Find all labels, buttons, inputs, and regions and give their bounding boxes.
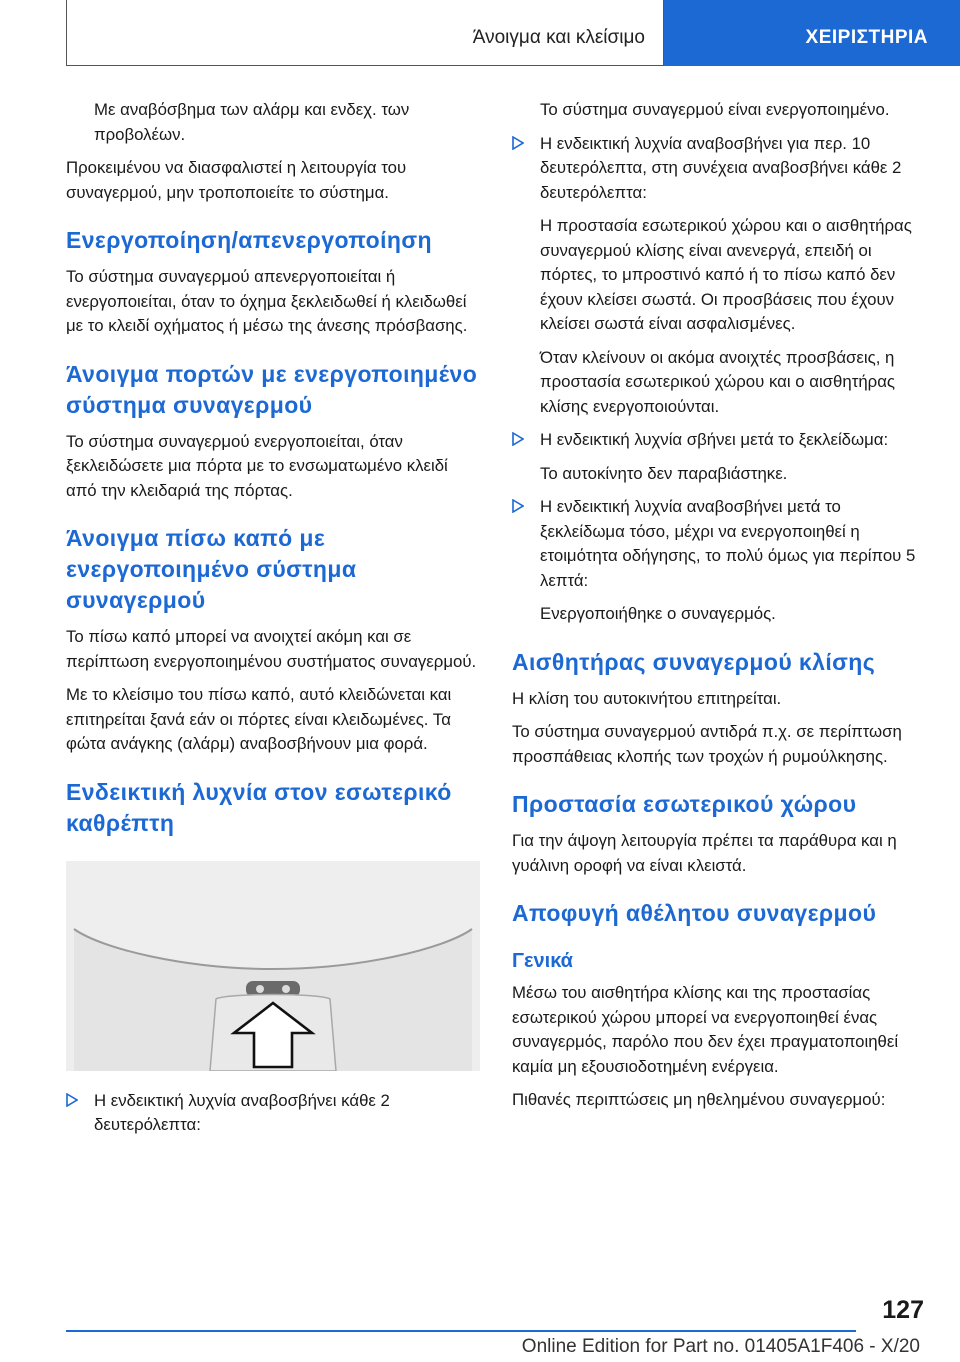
triggered-paragraph: Ενεργοποιήθηκε ο συναγερμός.	[540, 604, 776, 623]
bullet-after-unlock-text: Η ενδεικτική λυχνία αναβοσβήνει μετά το ξεκλείδωμα τόσο, μέχρι να ενεργοποιηθεί η ετοιμότητα οδήγησης, το πολύ όμως για περίπου 5 λεπτά:	[540, 497, 916, 590]
heading-avoid: Αποφυγή αθέλητου συναγερμού	[512, 900, 877, 926]
trunk-paragraph-2: Με το κλείσιμο του πίσω καπό, αυτό κλειδώνεται και επιτηρείται ξανά εάν οι πόρτες είναι κλειδωμένες. Τα φώτα ανάγκης (αλάρμ) αναβοσβήνουν μια φορά.	[66, 685, 452, 753]
left-column	[66, 98, 480, 1147]
section-label: ΧΕΙΡΙΣΤΗΡΙΑ	[805, 27, 928, 48]
footer-edition: Online Edition for Part no. 01405A1F406 - X/20	[521, 1336, 920, 1357]
page-header	[66, 0, 960, 66]
heading-tilt: Αισθητήρας συναγερμού κλίσης	[512, 648, 876, 675]
bullet-off	[512, 428, 926, 453]
section-tab	[664, 0, 960, 66]
chapter-title: Άνοιγμα και κλείσιμο	[472, 27, 645, 48]
interior-paragraph: Για την άψογη λειτουργία πρέπει τα παράθυρα και η γυάλινη οροφή να είναι κλειστά.	[512, 831, 897, 875]
bullet-off-text: Η ενδεικτική λυχνία σβήνει μετά το ξεκλείδωμα:	[540, 430, 889, 449]
bullet-blink-10s-text: Η ενδεικτική λυχνία αναβοσβήνει για περ. 10 δευτερόλεπτα, στη συνέχεια αναβοσβήνει κάθε 2 δευτερόλεπτα:	[540, 133, 902, 202]
bullet-blink-2s	[66, 1089, 480, 1138]
triangle-right-outline-icon	[66, 1093, 78, 1107]
heading-indicator: Ενδεικτική λυχνία στον εσωτερικό καθρέπτη	[66, 778, 452, 836]
mirror-drawing	[66, 861, 480, 1071]
trunk-paragraph-1: Το πίσω καπό μπορεί να ανοιχτεί ακόμη και σε περίπτωση ενεργοποιημένου συστήματος συναγερμού.	[66, 627, 477, 671]
bullet-after-unlock	[512, 495, 926, 593]
triangle-right-outline-icon	[512, 499, 524, 513]
footer-rule	[66, 1330, 856, 1332]
heading-activation: Ενεργοποίηση/απενεργοποίηση	[66, 227, 432, 253]
heading-doors: Άνοιγμα πορτών με ενεργοποιημένο σύστημα συναγερμού	[66, 360, 478, 418]
doors-paragraph: Το σύστημα συναγερμού ενεργοποιείται, όταν ξεκλειδώσετε μια πόρτα με το ενσωματωμένο κλειδί από την κλειδαριά της πόρτας.	[66, 431, 448, 500]
tilt-paragraph-1: Η κλίση του αυτοκινήτου επιτηρείται.	[512, 688, 782, 708]
bullet-blink-2s-text: Η ενδεικτική λυχνία αναβοσβήνει κάθε 2 δευτερόλεπτα:	[94, 1090, 390, 1134]
interior-on-paragraph: Όταν κλείνουν οι ακόμα ανοιχτές προσβάσεις, η προστασία εσωτερικού χώρου και ο αισθητήρας κλίσης ενεργοποιούνται.	[540, 347, 896, 416]
interior-off-paragraph: Η προστασία εσωτερικού χώρου και ο αισθητήρας συναγερμού κλίσης είναι ανενεργά, επειδή οι πόρτες, το μπροστινό καπό ή το πίσω καπό δεν έχουν κλείσει σωστά. Οι προσβάσεις που έχουν κλείσει σωστά είναι ασφαλισμένες.	[540, 216, 912, 333]
intro-paragraph-2: Προκειμένου να διασφαλιστεί η λειτουργία του συναγερμού, μην τροποποιείτε το σύστημα.	[66, 158, 407, 202]
tilt-paragraph-2: Το σύστημα συναγερμού αντιδρά π.χ. σε περίπτωση προσπάθειας κλοπής των τροχών ή ρυμούλκησης.	[512, 722, 902, 766]
heading-trunk: Άνοιγμα πίσω καπό με ενεργοποιημένο σύστημα συναγερμού	[66, 525, 357, 613]
triangle-right-outline-icon	[512, 136, 524, 150]
page-number: 127	[882, 1296, 924, 1324]
cases-paragraph: Πιθανές περιπτώσεις μη ηθελημένου συναγερμού:	[512, 1090, 886, 1109]
mirror-illustration	[66, 861, 480, 1071]
activation-paragraph: Το σύστημα συναγερμού απενεργοποιείται ή ενεργοποιείται, όταν το όχημα ξεκλειδωθεί ή κλειδωθεί με το κλειδί οχήματος ή μέσω της άνεσης πρόσβασης.	[66, 267, 468, 335]
general-paragraph: Μέσω του αισθητήρα κλίσης και της προστασίας εσωτερικού χώρου μπορεί να ενεργοποιηθεί ένας συναγερμός, παρόλο που δεν έχει πραγματοποιηθεί καμία μη εξουσιοδοτημένη ενέργεια.	[512, 983, 899, 1076]
heading-interior: Προστασία εσωτερικού χώρου	[512, 791, 857, 817]
chapter-title-box	[66, 0, 664, 66]
tampered-paragraph: Το αυτοκίνητο δεν παραβιάστηκε.	[540, 463, 788, 483]
active-paragraph: Το σύστημα συναγερμού είναι ενεργοποιημένο.	[540, 100, 890, 119]
bullet-blink-10s	[512, 132, 926, 206]
subheading-general: Γενικά	[512, 950, 573, 972]
triangle-right-outline-icon	[512, 432, 524, 446]
right-column	[512, 98, 926, 1122]
intro-paragraph-1: Με αναβόσβημα των αλάρμ και ενδεχ. των προβολέων.	[94, 100, 410, 144]
